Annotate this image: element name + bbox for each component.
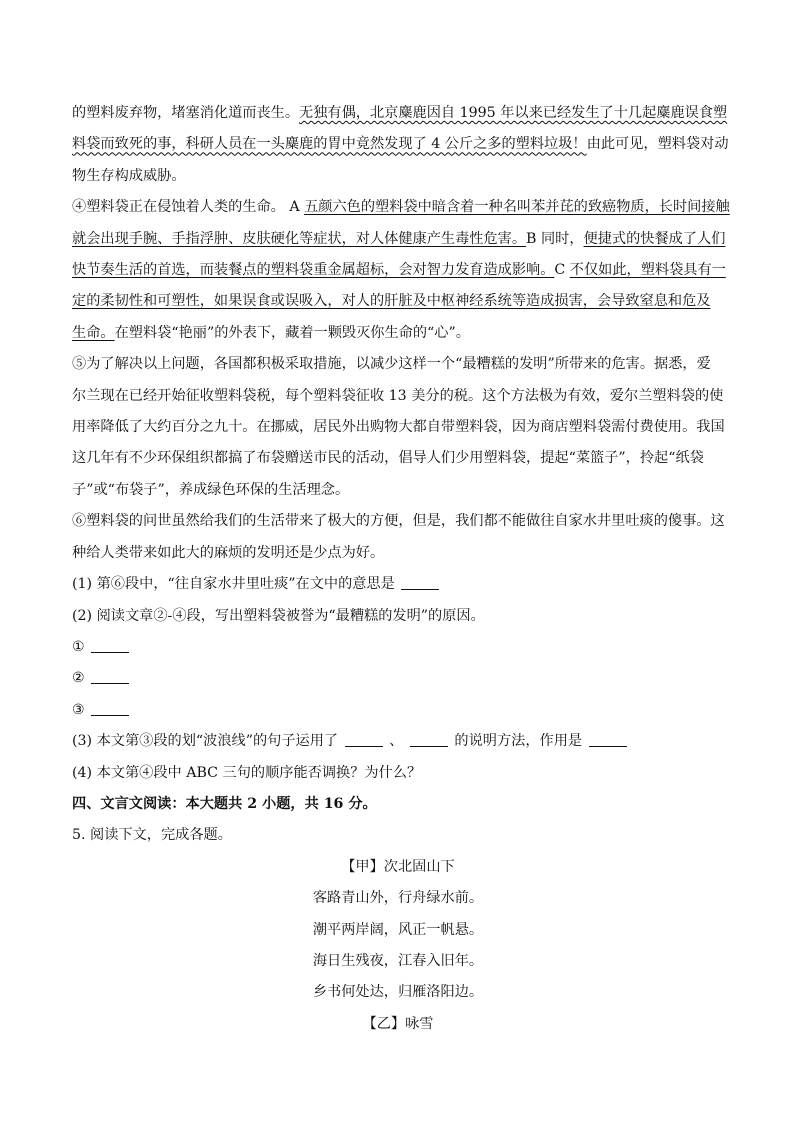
underlined-text: 不仅如此，塑料袋具有一	[569, 262, 726, 279]
answer-blank[interactable]	[345, 730, 383, 747]
answer-line-1	[72, 632, 724, 663]
separator: 、	[389, 733, 404, 750]
poem-a-line-2: 潮平两岸阔，风正一帆悬。	[312, 921, 484, 938]
paragraph-5-line-2: 尔兰现在已经开始征收塑料袋税，每个塑料袋征收 13 美分的税。这个方法极为有效，爱尔兰塑料袋的使	[72, 387, 724, 404]
underlined-text: 快节奏生活的首选，而装餐点的塑料袋重金属超标，会对智力发育造成影响。	[72, 262, 555, 279]
answer-blank[interactable]	[410, 730, 448, 747]
poem-a-line-4: 乡书何处达，归雁洛阳边。	[312, 984, 484, 1001]
paragraph-5-line-4: 这几年有不少环保组织都搞了布袋赠送市民的活动，倡导人们少用塑料袋，提起“菜篮子”，拎起“纸袋	[72, 450, 704, 467]
text-span: B 同时，	[526, 230, 584, 247]
poem-a-line-1: 客路青山外，行舟绿水前。	[312, 890, 484, 907]
paragraph-5-line-5: 子”或“布袋子”，养成绿色环保的生活理念。	[72, 481, 350, 498]
answer-line-3	[72, 695, 724, 726]
paragraph-4-line-1	[72, 192, 730, 223]
paragraph-6-line-2: 种给人类带来如此大的麻烦的发明还是少点为好。	[72, 544, 385, 561]
text-span: 的塑料废弃物，堵塞消化道而丧生。	[72, 105, 300, 121]
poem-a-title: 【甲】次北固山下	[341, 858, 455, 875]
paragraph-5-line-1: ⑤为了解决以上问题，各国都积极采取措施，以减少这样一个“最糟糕的发明”所带来的危害。据悉，爱	[72, 356, 711, 373]
text-span: 由此可见，塑料袋对动	[586, 136, 729, 153]
document-page	[72, 98, 730, 1040]
paragraph-4-line-4	[72, 286, 724, 317]
poem-a-line-3: 海日生残夜，江春入旧年。	[312, 952, 484, 969]
paragraph-4-line-3	[72, 255, 724, 286]
paragraph-6-line-1: ⑥塑料袋的问世虽然给我们的生活带来了极大的方便，但是，我们都不能做往自家水井里吐痰的傻事。这	[72, 513, 725, 530]
question-4: (4) 本文第④段中 ABC 三句的顺序能否调换？为什么？	[72, 764, 422, 781]
question-text: (1) 第⑥段中，“往自家水井里吐痰”在文中的意思是	[72, 576, 395, 593]
underlined-text: 就会出现手腕、手指浮肿、皮肤硬化等症状，对人体健康产生毒性危害。	[72, 230, 527, 247]
paragraph-3-line-1	[72, 98, 728, 129]
text-span: C	[554, 262, 570, 279]
question-text: (3) 本文第③段的划“波浪线”的句子运用了	[72, 733, 339, 750]
answer-label: ②	[72, 670, 85, 687]
answer-blank[interactable]	[91, 667, 129, 684]
answer-blank[interactable]	[91, 636, 129, 653]
underlined-text: 五颜六色的塑料袋中暗含着一种名叫苯并芘的致癌物质，长时间接触	[304, 199, 730, 216]
text-span: ④塑料袋正在侵蚀着人类的生命。 A	[72, 199, 305, 216]
poem-b-title: 【乙】咏雪	[362, 1015, 434, 1032]
question-2: (2) 阅读文章②-④段，写出塑料袋被誉为“最糟糕的发明”的原因。	[72, 607, 485, 624]
underlined-text: 便捷式的快餐成了人们	[583, 230, 726, 247]
underlined-text: 定的柔韧性和可塑性，如果误食或误吸入，对人的肝脏及中枢神经系统等造成损害，会导致窒息和危及	[72, 293, 711, 310]
section-heading: 四、文言文阅读：本大题共 2 小题，共 16 分。	[72, 795, 377, 812]
paragraph-5-line-3: 用率降低了大约百分之九十。在挪威，居民外出购物大都自带塑料袋，因为商店塑料袋需付费使用。我国	[72, 419, 725, 436]
answer-line-2	[72, 663, 724, 694]
answer-blank[interactable]	[589, 730, 627, 747]
paragraph-4-line-5	[72, 318, 724, 349]
paragraph-4-line-2	[72, 224, 724, 255]
section-instruction: 5. 阅读下文，完成各题。	[72, 827, 232, 844]
wavy-underlined-text: 无独有偶，北京麋鹿因自 1995 年以来已经发生了十几起麋鹿误食塑	[299, 105, 728, 121]
answer-label: ③	[72, 701, 85, 718]
answer-blank[interactable]	[401, 573, 439, 590]
question-3	[72, 726, 724, 757]
underlined-text: 生命。	[72, 324, 115, 341]
paragraph-3-line-3: 物生存构成威胁。	[72, 167, 186, 184]
answer-blank[interactable]	[91, 699, 129, 716]
answer-label: ①	[72, 638, 85, 655]
question-text: 的说明方法，作用是	[454, 733, 583, 750]
wavy-underlined-text: 料袋而致死的事，科研人员在一头麋鹿的胃中竟然发现了 4 公斤之多的塑料垃圾！	[72, 136, 587, 153]
text-span: 在塑料袋“艳丽”的外表下，藏着一颗毁灭你生命的“心”。	[114, 324, 470, 341]
paragraph-3-line-2	[72, 129, 729, 160]
question-1	[72, 569, 724, 600]
